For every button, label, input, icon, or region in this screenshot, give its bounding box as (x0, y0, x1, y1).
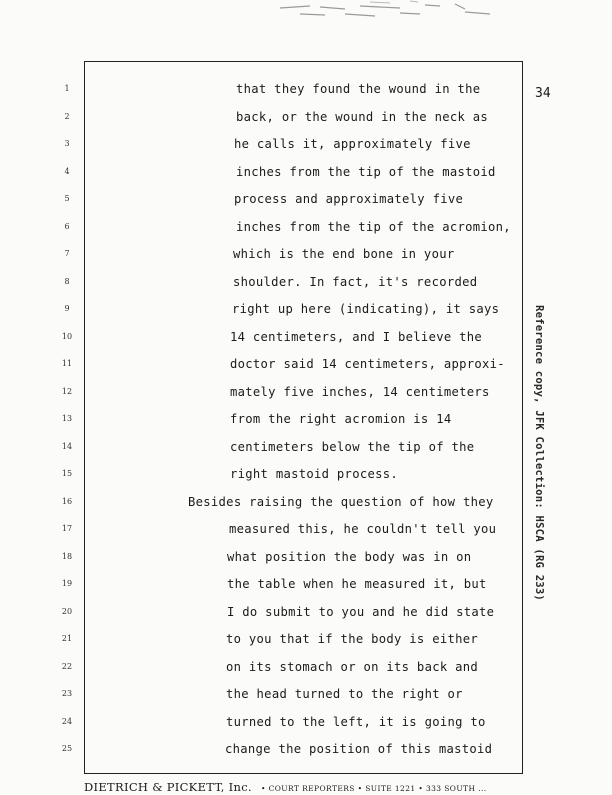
footer (84, 776, 487, 795)
transcript-line: shoulder. In fact, it's recorded (233, 274, 478, 289)
transcript-line: inches from the tip of the mastoid (236, 164, 496, 179)
line-number: 8 (64, 276, 70, 286)
transcript-line: turned to the left, it is going to (226, 714, 486, 729)
line-number: 18 (61, 551, 73, 561)
transcript-line: which is the end bone in your (233, 247, 455, 261)
line-number: 12 (61, 386, 73, 396)
line-number: 17 (61, 524, 73, 533)
line-number: 11 (61, 359, 73, 368)
transcript-line: centimeters below the tip of the (230, 439, 475, 454)
line-number: 3 (64, 139, 70, 148)
line-number: 25 (61, 744, 73, 753)
transcript-line: to you that if the body is either (226, 632, 479, 646)
transcript-line: change the position of this mastoid (225, 742, 493, 756)
transcript-line: that they found the wound in the (236, 82, 481, 96)
transcript-line: he calls it, approximately five (234, 137, 471, 151)
page-number: 34 (535, 86, 551, 101)
archive-stamp: Reference copy, JFK Collection: HSCA (RG 233) (533, 305, 545, 602)
transcript-line: the table when he measured it, but (227, 577, 487, 591)
transcript-line: 14 centimeters, and I believe the (230, 329, 483, 344)
line-number: 4 (64, 166, 70, 176)
line-number: 24 (61, 716, 73, 726)
line-number: 20 (61, 606, 73, 616)
transcript-line: the head turned to the right or (226, 687, 463, 701)
transcript-line: process and approximately five (234, 192, 464, 206)
line-number: 13 (61, 414, 73, 423)
transcript-line: measured this, he couldn't tell you (229, 522, 497, 536)
transcript-line: on its stomach or on its back and (226, 659, 479, 674)
line-number: 5 (64, 194, 70, 203)
line-number: 23 (61, 689, 73, 698)
transcript-line: what position the body was in on (227, 549, 472, 564)
transcript-line: right mastoid process. (230, 467, 399, 481)
line-number: 7 (64, 249, 70, 258)
transcript-line: from the right acromion is 14 (230, 412, 452, 426)
line-number: 10 (61, 331, 73, 341)
line-number: 14 (61, 441, 73, 451)
line-number: 22 (61, 661, 73, 671)
transcript-line: mately five inches, 14 centimeters (230, 384, 490, 399)
transcript-line: back, or the wound in the neck as (236, 109, 489, 124)
transcript-line: doctor said 14 centimeters, approxi- (230, 357, 505, 371)
line-number: 9 (64, 304, 70, 313)
transcript-line: I do submit to you and he did state (227, 604, 495, 619)
line-number: 15 (61, 469, 73, 478)
line-number: 2 (64, 111, 70, 121)
line-number: 19 (61, 579, 73, 588)
transcript-line: right up here (indicating), it says (232, 302, 500, 316)
footer-details: • COURT REPORTERS • SUITE 1221 • 333 SOUTH ... (261, 784, 487, 793)
transcript-line: inches from the tip of the acromion, (236, 219, 511, 234)
line-number: 21 (61, 634, 73, 643)
line-number: 16 (61, 496, 73, 506)
transcript-line: Besides raising the question of how they (188, 494, 494, 509)
line-number: 1 (64, 84, 70, 93)
line-number: 6 (64, 221, 70, 231)
footer-firm: DIETRICH & PICKETT, Inc. (84, 780, 252, 794)
scan-artifact-marks (250, 0, 510, 32)
